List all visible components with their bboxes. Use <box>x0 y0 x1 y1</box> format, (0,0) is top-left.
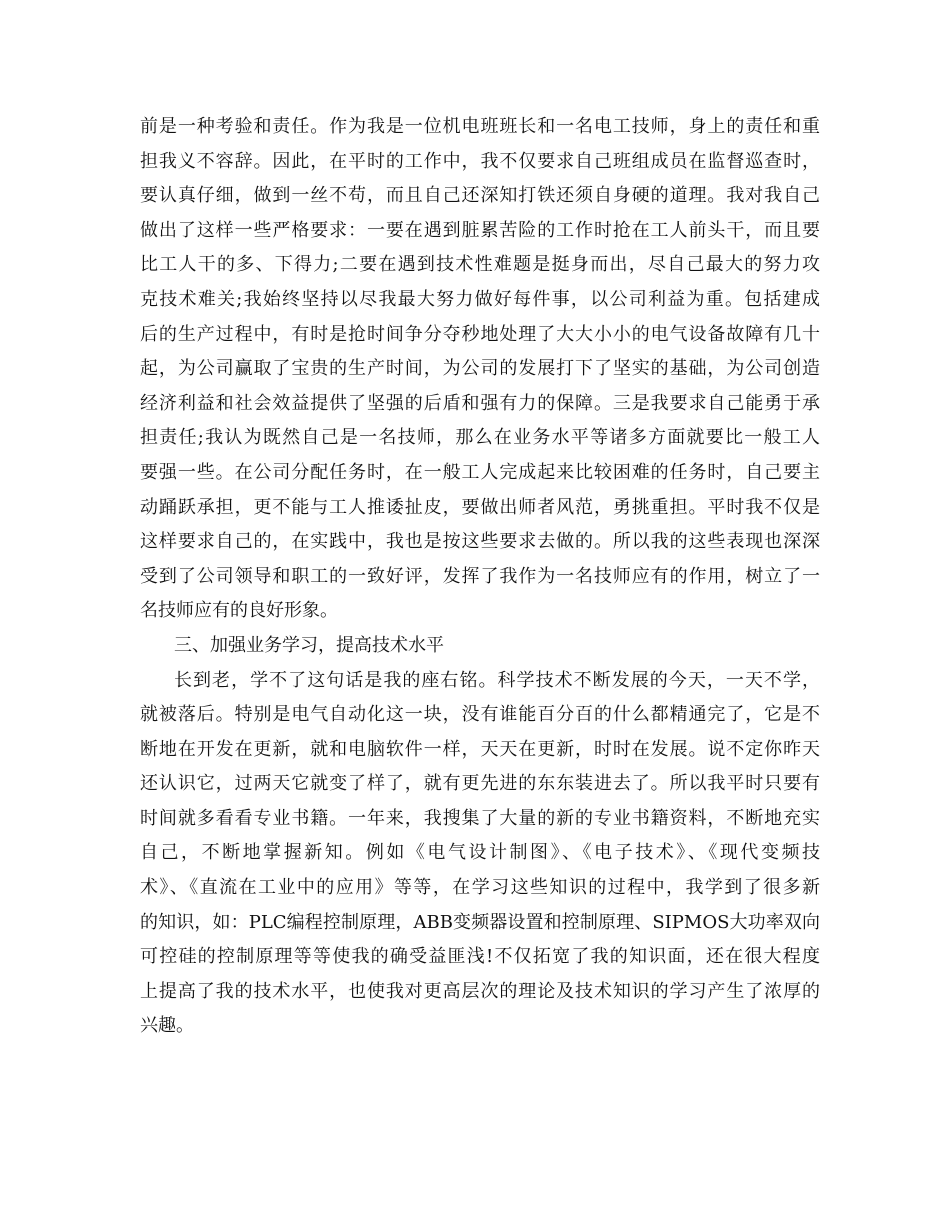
text-line: 这样要求自己的，在实践中，我也是按这些要求去做的。所以我的这些表现也深深 <box>140 531 820 553</box>
text-line: 克技术难关;我始终坚持以尽我最大努力做好每件事，以公司利益为重。包括建成 <box>140 288 820 310</box>
text-line: 的知识，如：PLC编程控制原理，ABB变频器设置和控制原理、SIPMOS大功率双向 <box>140 911 820 933</box>
text-line: 担责任;我认为既然自己是一名技师，那么在业务水平等诸多方面就要比一般工人 <box>140 427 820 449</box>
text-line: 自己，不断地掌握新知。例如《电气设计制图》、《电子技术》、《现代变频技 <box>140 842 820 864</box>
text-line: 要认真仔细，做到一丝不苟，而且自己还深知打铁还须自身硬的道理。我对我自己 <box>140 185 820 207</box>
text-line: 后的生产过程中，有时是抢时间争分夺秒地处理了大大小小的电气设备故障有几十 <box>140 323 820 345</box>
text-line: 比工人干的多、下得力;二要在遇到技术性难题是挺身而出，尽自己最大的努力攻 <box>140 254 820 276</box>
section-heading: 三、加强业务学习，提高技术水平 <box>174 634 444 656</box>
text-line: 时间就多看看专业书籍。一年来，我搜集了大量的新的专业书籍资料，不断地充实 <box>140 807 820 829</box>
text-line: 上提高了我的技术水平，也使我对更高层次的理论及技术知识的学习产生了浓厚的 <box>140 980 820 1002</box>
paragraph-first-line: 长到老，学不了这句话是我的座右铭。科学技术不断发展的今天，一天不学， <box>174 669 820 691</box>
text-line: 还认识它，过两天它就变了样了，就有更先进的东东装进去了。所以我平时只要有 <box>140 773 820 795</box>
text-line: 断地在开发在更新，就和电脑软件一样，天天在更新，时时在发展。说不定你昨天 <box>140 738 820 760</box>
text-line: 起，为公司赢取了宝贵的生产时间，为公司的发展打下了坚实的基础，为公司创造 <box>140 358 820 380</box>
body-text <box>140 110 820 1044</box>
text-line: 可控硅的控制原理等等使我的确受益匪浅!不仅拓宽了我的知识面，还在很大程度 <box>140 946 820 968</box>
text-line: 受到了公司领导和职工的一致好评，发挥了我作为一名技师应有的作用，树立了一 <box>140 565 820 587</box>
text-line: 动踊跃承担，更不能与工人推诿扯皮，要做出师者风范，勇挑重担。平时我不仅是 <box>140 496 820 518</box>
paragraph-end-line: 兴趣。 <box>140 1015 194 1037</box>
text-line: 做出了这样一些严格要求：一要在遇到脏累苦险的工作时抢在工人前头干，而且要 <box>140 219 820 241</box>
text-line: 经济利益和社会效益提供了坚强的后盾和强有力的保障。三是我要求自己能勇于承 <box>140 392 820 414</box>
text-line: 就被落后。特别是电气自动化这一块，没有谁能百分百的什么都精通完了，它是不 <box>140 704 820 726</box>
paragraph-end-line: 名技师应有的良好形象。 <box>140 600 338 622</box>
text-line: 前是一种考验和责任。作为我是一位机电班班长和一名电工技师，身上的责任和重 <box>140 116 820 137</box>
text-line: 担我义不容辞。因此，在平时的工作中，我不仅要求自己班组成员在监督巡查时， <box>140 150 820 172</box>
text-line: 术》、《直流在工业中的应用》等等，在学习这些知识的过程中，我学到了很多新 <box>140 877 820 899</box>
text-line: 要强一些。在公司分配任务时，在一般工人完成起来比较困难的任务时，自己要主 <box>140 461 820 483</box>
